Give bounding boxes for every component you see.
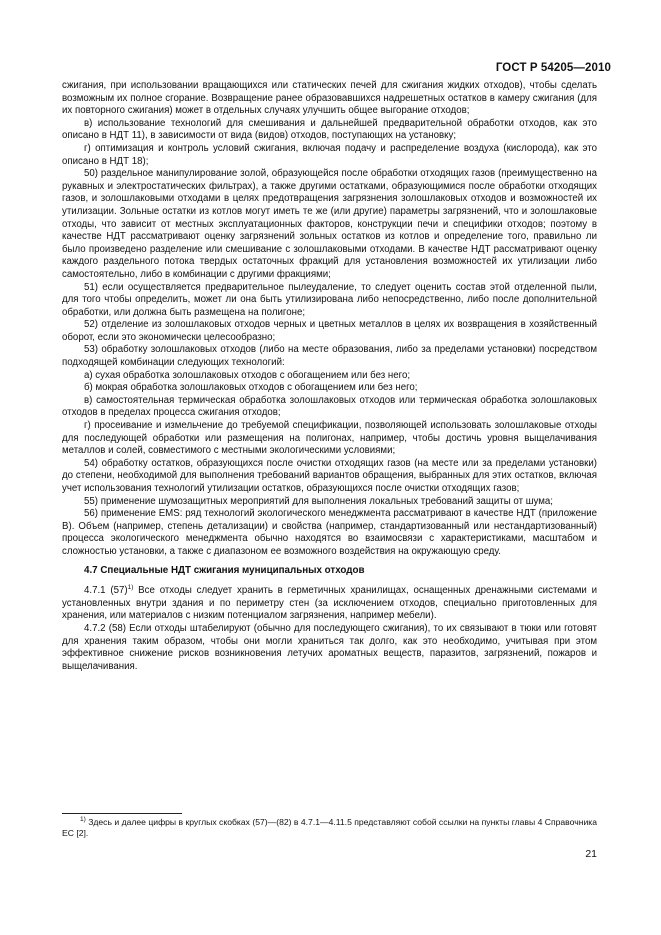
- paragraph: сжигания, при использовании вращающихся или статических печей для сжигания жидких отходов), чтобы сделать возможным их полное сгорание. Возвращение ранее образовавшихся надрешетных остатков в камеру сжигания (для их повторного сжигания) может в отдельных случаях улучшить общее выгорание отходов;: [62, 80, 597, 117]
- paragraph: 54) обработку остатков, образующихся после очистки отходящих газов (на месте или за пределами установки) до степени, необходимой для выполнения требований вариантов обращения, выбранных для этих остатков, включая учет использования технологий утилизации остатков, образующихся после очистки отходящих газов;: [62, 457, 597, 494]
- paragraph: в) использование технологий для смешивания и дальнейшей предварительной обработки отходов, как это описано в НДТ 11), в зависимости от вида (видов) отходов, поступающих на установку;: [62, 117, 597, 142]
- standard-header: ГОСТ Р 54205—2010: [495, 62, 611, 74]
- paragraph: 56) применение EMS: ряд технологий экологического менеджмента рассматривают в качестве НДТ (приложение В). Объем (например, степень детализации) и свойства (например, стандартизованный или нестандартизованный) процесса экологического менеджмента обычно находятся во взаимосвязи с характеристиками, масштабом и сложностью установки, а также с диапазоном ее возможного воздействия на окружающую среду.: [62, 508, 597, 557]
- clause-lead: 4.7.1 (57): [84, 585, 128, 597]
- section-heading: 4.7 Специальные НДТ сжигания муниципальных отходов: [84, 564, 365, 576]
- paragraph: 50) раздельное манипулирование золой, образующейся после обработки отходящих газов (преимущественно на рукавных и электростатических фильтрах), а также другими остатками, образующимися после обработки отходящих газов, и золошлаковыми отходами в целях предотвращения загрязнения золошлаковых отходов и возможностей их утилизации. Зольные остатки из котлов могут иметь те же (или другие) параметры загрязнений, что и золошлаковые отходы, что зависит от местных эксплуатационных факторов, конструкции печи и специфики отходов; поэтому в качестве НДТ рассматривают оценку загрязнений зольных остатков из котлов и определение того, правильно ли было произведено разделение или смешивание с золошлаковыми отходами. В качестве НДТ рассматривают оценку каждого раздельного потока твердых остаточных фракций для установления возможностей их утилизации либо самостоятельно, либо в комбинации с другими фракциями;: [62, 168, 597, 280]
- paragraph: 53) обработку золошлаковых отходов (либо на месте образования, либо за пределами установки) посредством подходящей комбинации следующих технологий:: [62, 344, 597, 369]
- page-number: 21: [585, 848, 597, 860]
- paragraph: в) самостоятельная термическая обработка золошлаковых отходов или термическая обработка золошлаковых отходов в пределах процесса сжигания отходов;: [62, 394, 597, 419]
- paragraph: г) просеивание и измельчение до требуемой спецификации, позволяющей использовать золошлаковые отходы для последующей обработки или размещения на полигонах, например, чтобы достичь уровня выщелачивания металлов и солей, совместимого с местными экологическими условиями;: [62, 420, 597, 457]
- paragraph: а) сухая обработка золошлаковых отходов с обогащением или без него;: [84, 369, 411, 381]
- document-body: [62, 80, 597, 673]
- footnote-ref: 1): [127, 583, 134, 591]
- footnote-marker: 1): [80, 816, 86, 824]
- paragraph: 52) отделение из золошлаковых отходов черных и цветных металлов в целях их возвращения в хозяйственный оборот, если это экономически целесообразно;: [62, 319, 597, 343]
- footnote-separator: [62, 813, 182, 814]
- clause-4-7-2: 4.7.2 (58) Если отходы штабелируют (обычно для последующего сжигания), то их связывают в тюки или готовят для хранения таким образом, чтобы они могли храниться так долго, как это необходимо, учитывая при этом эффективное снижение рисков возникновения летучих ароматных веществ, паразитов, загрязнений, пожаров и выщелачивания.: [62, 622, 597, 672]
- paragraph: г) оптимизация и контроль условий сжигания, включая подачу и распределение воздуха (кислорода), как это описано в НДТ 18);: [62, 142, 597, 167]
- clause-4-7-1: [62, 585, 597, 623]
- paragraph: б) мокрая обработка золошлаковых отходов с обогащением или без него;: [84, 382, 418, 394]
- paragraph: 51) если осуществляется предварительное пылеудаление, то следует оценить состав этой отделенной пыли, для того чтобы определить, может ли она быть утилизирована либо непосредственно, либо после дополнительной обработки, или должна быть размещена на полигоне;: [62, 281, 597, 318]
- paragraph: 55) применение шумозащитных мероприятий для выполнения локальных требований защиты от шума;: [84, 495, 553, 507]
- footnote-text: Здесь и далее цифры в круглых скобках (57)—(82) в 4.7.1—4.11.5 представляют собой ссылки на пункты главы 4 Справочника ЕС [2].: [62, 817, 597, 838]
- footnote: [62, 817, 597, 839]
- clause-text: Все отходы следует хранить в герметичных хранилищах, оснащенных дренажными системами и установленных внутри здания и по периметру стен (за исключением отходов, специально приготовленных для хранения, или материалов с низким потенциалом загрязнения, например мебели).: [62, 585, 597, 622]
